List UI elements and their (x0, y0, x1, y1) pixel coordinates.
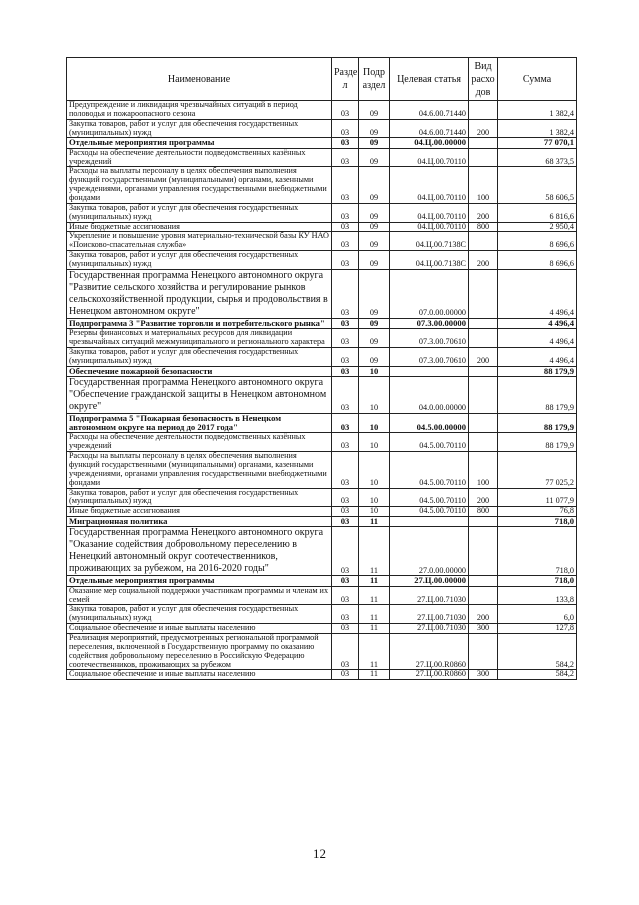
row-name: Закупка товаров, работ и услуг для обеспечения государственных (муниципальных) нужд (67, 203, 332, 222)
header-podrazdel: Подр аздел (359, 58, 390, 101)
table-row (67, 670, 577, 680)
row-name: Оказание мер социальной поддержки участникам программы и членам их семей (67, 586, 332, 605)
row-razdel: 03 (332, 634, 359, 670)
table-row (67, 624, 577, 634)
row-sum: 8 696,6 (498, 232, 577, 251)
row-name: Отдельные мероприятия программы (67, 576, 332, 586)
row-podrazdel: 11 (359, 517, 390, 527)
row-razdel: 03 (332, 586, 359, 605)
row-vid (469, 576, 498, 586)
row-razdel: 03 (332, 329, 359, 348)
header-sum: Сумма (498, 58, 577, 101)
row-vid (469, 269, 498, 318)
row-vid: 200 (469, 488, 498, 507)
row-sum: 11 077,9 (498, 488, 577, 507)
table-row (67, 251, 577, 270)
row-sum: 4 496,4 (498, 269, 577, 318)
row-sum: 4 496,4 (498, 329, 577, 348)
row-vid (469, 376, 498, 413)
row-name: Закупка товаров, работ и услуг для обеспечения государственных (муниципальных) нужд (67, 488, 332, 507)
row-name: Миграционная политика (67, 517, 332, 527)
row-sum: 88 179,9 (498, 366, 577, 376)
table-row (67, 138, 577, 148)
row-vid: 300 (469, 670, 498, 680)
table-row (67, 119, 577, 138)
row-vid (469, 413, 498, 433)
row-name: Отдельные мероприятия программы (67, 138, 332, 148)
row-podrazdel: 10 (359, 376, 390, 413)
table-body (67, 101, 577, 680)
header-vid: Вид расхо дов (469, 58, 498, 101)
row-razdel: 03 (332, 138, 359, 148)
row-name: Государственная программа Ненецкого автономного округа "Обеспечение гражданской защиты в Ненецком автономном округе" (67, 376, 332, 413)
table-row (67, 413, 577, 433)
row-podrazdel: 11 (359, 624, 390, 634)
row-name: Расходы на выплаты персоналу в целях обеспечения выполнения функций государственными (муниципальными) органами, казенными учреждениями, органами управления государственными внебюджетными фондами (67, 167, 332, 203)
row-razdel: 03 (332, 452, 359, 488)
row-target (390, 517, 469, 527)
row-target: 27.0.00.00000 (390, 527, 469, 576)
row-name: Подпрограмма 3 "Развитие торговли и потребительского рынка" (67, 318, 332, 328)
row-podrazdel: 11 (359, 586, 390, 605)
row-razdel: 03 (332, 488, 359, 507)
table-row (67, 605, 577, 624)
row-sum: 718,0 (498, 576, 577, 586)
row-vid (469, 101, 498, 120)
table-row (67, 148, 577, 167)
row-vid: 800 (469, 507, 498, 517)
row-vid (469, 586, 498, 605)
row-podrazdel: 09 (359, 119, 390, 138)
table-row (67, 433, 577, 452)
row-sum: 718,0 (498, 527, 577, 576)
row-target: 07.3.00.70610 (390, 329, 469, 348)
row-target: 27.Ц.00.R0860 (390, 634, 469, 670)
row-name: Иные бюджетные ассигнования (67, 507, 332, 517)
table-row (67, 527, 577, 576)
row-vid: 100 (469, 167, 498, 203)
row-podrazdel: 10 (359, 433, 390, 452)
table-row (67, 507, 577, 517)
row-razdel: 03 (332, 670, 359, 680)
row-name: Закупка товаров, работ и услуг для обеспечения государственных (муниципальных) нужд (67, 605, 332, 624)
row-podrazdel: 09 (359, 138, 390, 148)
table-row (67, 366, 577, 376)
row-name: Социальное обеспечение и иные выплаты населению (67, 624, 332, 634)
row-vid: 300 (469, 624, 498, 634)
row-razdel: 03 (332, 101, 359, 120)
row-target: 04.0.00.00000 (390, 376, 469, 413)
row-vid: 200 (469, 347, 498, 366)
row-vid (469, 527, 498, 576)
row-target: 04.5.00.70110 (390, 488, 469, 507)
row-vid (469, 318, 498, 328)
row-podrazdel: 10 (359, 488, 390, 507)
row-podrazdel: 09 (359, 101, 390, 120)
row-razdel: 03 (332, 576, 359, 586)
table-row (67, 452, 577, 488)
row-name: Обеспечение пожарной безопасности (67, 366, 332, 376)
row-razdel: 03 (332, 167, 359, 203)
table-header-row (67, 58, 577, 101)
header-target: Целевая статья (390, 58, 469, 101)
table-row (67, 329, 577, 348)
row-sum: 127,8 (498, 624, 577, 634)
row-target: 07.0.00.00000 (390, 269, 469, 318)
row-razdel: 03 (332, 347, 359, 366)
row-podrazdel: 09 (359, 232, 390, 251)
row-target: 27.Ц.00.R0860 (390, 670, 469, 680)
row-sum: 718,0 (498, 517, 577, 527)
row-razdel: 03 (332, 527, 359, 576)
row-vid: 200 (469, 119, 498, 138)
row-sum: 6 816,6 (498, 203, 577, 222)
row-vid: 100 (469, 452, 498, 488)
row-name: Расходы на обеспечение деятельности подведомственных казённых учреждений (67, 148, 332, 167)
row-sum: 58 606,5 (498, 167, 577, 203)
budget-table (66, 57, 577, 680)
row-target: 04.Ц.00.70110 (390, 167, 469, 203)
row-target: 04.5.00.70110 (390, 433, 469, 452)
row-sum: 88 179,9 (498, 433, 577, 452)
row-vid: 200 (469, 605, 498, 624)
table-row (67, 517, 577, 527)
table-row (67, 634, 577, 670)
page-number: 12 (313, 846, 326, 861)
row-target: 04.6.00.71440 (390, 119, 469, 138)
row-razdel: 03 (332, 605, 359, 624)
table-row (67, 318, 577, 328)
row-vid (469, 366, 498, 376)
row-podrazdel: 10 (359, 507, 390, 517)
row-name: Государственная программа Ненецкого автономного округа "Развитие сельского хозяйства и регулирование рынков сельскохозяйственной продукции, сырья и продовольствия в Ненецком автономном округе" (67, 269, 332, 318)
row-razdel: 03 (332, 433, 359, 452)
row-target: 04.Ц.00.00000 (390, 138, 469, 148)
row-name: Реализация мероприятий, предусмотренных региональной программой переселения, включенной в Государственную программу по оказанию содействия добровольному переселению в Российскую Федерацию соотечественников, проживающих за рубежом (67, 634, 332, 670)
row-razdel: 03 (332, 119, 359, 138)
row-razdel: 03 (332, 624, 359, 634)
row-sum: 77 070,1 (498, 138, 577, 148)
row-sum: 1 382,4 (498, 119, 577, 138)
row-name: Резервы финансовых и материальных ресурсов для ликвидации чрезвычайных ситуаций межмуниципального и регионального характера (67, 329, 332, 348)
row-sum: 68 373,5 (498, 148, 577, 167)
row-target: 04.6.00.71440 (390, 101, 469, 120)
row-razdel: 03 (332, 269, 359, 318)
row-podrazdel: 09 (359, 167, 390, 203)
table-row (67, 576, 577, 586)
row-target: 04.5.00.70110 (390, 452, 469, 488)
row-sum: 584,2 (498, 634, 577, 670)
row-podrazdel: 09 (359, 203, 390, 222)
row-vid (469, 634, 498, 670)
row-target: 04.Ц.00.70110 (390, 222, 469, 232)
row-podrazdel: 11 (359, 634, 390, 670)
row-vid: 800 (469, 222, 498, 232)
row-sum: 1 382,4 (498, 101, 577, 120)
row-podrazdel: 11 (359, 670, 390, 680)
row-vid (469, 329, 498, 348)
table-row (67, 347, 577, 366)
row-sum: 76,8 (498, 507, 577, 517)
row-podrazdel: 11 (359, 527, 390, 576)
row-razdel: 03 (332, 203, 359, 222)
row-name: Закупка товаров, работ и услуг для обеспечения государственных (муниципальных) нужд (67, 347, 332, 366)
row-target: 27.Ц.00.71030 (390, 586, 469, 605)
row-sum: 4 496,4 (498, 318, 577, 328)
row-target: 07.3.00.70610 (390, 347, 469, 366)
row-razdel: 03 (332, 318, 359, 328)
row-razdel: 03 (332, 517, 359, 527)
table-row (67, 101, 577, 120)
row-razdel: 03 (332, 251, 359, 270)
row-target (390, 366, 469, 376)
row-target: 27.Ц.00.71030 (390, 605, 469, 624)
row-podrazdel: 11 (359, 576, 390, 586)
row-podrazdel: 10 (359, 452, 390, 488)
row-target: 04.5.00.70110 (390, 507, 469, 517)
row-sum: 584,2 (498, 670, 577, 680)
header-name: Наименование (67, 58, 332, 101)
row-name: Предупреждение и ликвидация чрезвычайных ситуаций в период половодья и пожароопасного сезона (67, 101, 332, 120)
row-target: 04.5.00.00000 (390, 413, 469, 433)
row-name: Иные бюджетные ассигнования (67, 222, 332, 232)
table-row (67, 222, 577, 232)
row-podrazdel: 10 (359, 366, 390, 376)
row-podrazdel: 09 (359, 318, 390, 328)
row-vid (469, 138, 498, 148)
row-razdel: 03 (332, 413, 359, 433)
row-sum: 6,0 (498, 605, 577, 624)
row-sum: 2 950,4 (498, 222, 577, 232)
row-target: 27.Ц.00.00000 (390, 576, 469, 586)
row-vid: 200 (469, 203, 498, 222)
table-row (67, 376, 577, 413)
row-name: Государственная программа Ненецкого автономного округа "Оказание содействия добровольному переселению в Ненецкий автономный округ соотечественников, проживающих за рубежом, на 2016-2020 годы" (67, 527, 332, 576)
row-name: Расходы на обеспечение деятельности подведомственных казённых учреждений (67, 433, 332, 452)
table-row (67, 232, 577, 251)
row-target: 04.Ц.00.70110 (390, 148, 469, 167)
table-row (67, 488, 577, 507)
row-razdel: 03 (332, 376, 359, 413)
row-name: Укрепление и повышение уровня материально-технической базы КУ НАО «Поисково-спасательная служба» (67, 232, 332, 251)
row-target: 04.Ц.00.70110 (390, 203, 469, 222)
row-podrazdel: 09 (359, 329, 390, 348)
row-sum: 133,8 (498, 586, 577, 605)
row-vid (469, 232, 498, 251)
row-name: Социальное обеспечение и иные выплаты населению (67, 670, 332, 680)
row-podrazdel: 09 (359, 222, 390, 232)
row-vid (469, 517, 498, 527)
table-row (67, 269, 577, 318)
row-name: Закупка товаров, работ и услуг для обеспечения государственных (муниципальных) нужд (67, 119, 332, 138)
table-row (67, 586, 577, 605)
row-sum: 77 025,2 (498, 452, 577, 488)
table-row (67, 167, 577, 203)
row-razdel: 03 (332, 222, 359, 232)
row-sum: 88 179,9 (498, 376, 577, 413)
row-razdel: 03 (332, 232, 359, 251)
header-razdel: Разде л (332, 58, 359, 101)
row-sum: 88 179,9 (498, 413, 577, 433)
row-target: 27.Ц.00.71030 (390, 624, 469, 634)
row-name: Подпрограмма 5 "Пожарная безопасность в Ненецком автономном округе на период до 2017 года" (67, 413, 332, 433)
row-podrazdel: 09 (359, 269, 390, 318)
table-row (67, 203, 577, 222)
row-vid (469, 433, 498, 452)
row-podrazdel: 09 (359, 347, 390, 366)
row-sum: 8 696,6 (498, 251, 577, 270)
row-target: 04.Ц.00.7138С (390, 251, 469, 270)
row-name: Расходы на выплаты персоналу в целях обеспечения выполнения функций государственными (муниципальными) органами, казенными учреждениями, органами управления государственными внебюджетными фондами (67, 452, 332, 488)
row-razdel: 03 (332, 366, 359, 376)
row-target: 04.Ц.00.7138С (390, 232, 469, 251)
row-podrazdel: 10 (359, 413, 390, 433)
row-vid: 200 (469, 251, 498, 270)
row-target: 07.3.00.00000 (390, 318, 469, 328)
row-razdel: 03 (332, 507, 359, 517)
row-podrazdel: 09 (359, 148, 390, 167)
row-vid (469, 148, 498, 167)
row-razdel: 03 (332, 148, 359, 167)
row-podrazdel: 11 (359, 605, 390, 624)
row-sum: 4 496,4 (498, 347, 577, 366)
row-podrazdel: 09 (359, 251, 390, 270)
row-name: Закупка товаров, работ и услуг для обеспечения государственных (муниципальных) нужд (67, 251, 332, 270)
budget-table-container (66, 57, 576, 680)
